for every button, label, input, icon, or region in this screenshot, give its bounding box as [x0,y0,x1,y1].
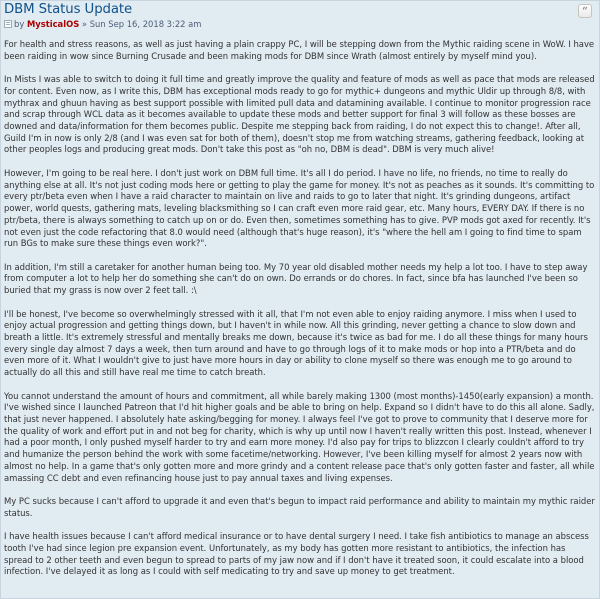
post-title[interactable]: DBM Status Update [4,2,133,17]
post-icon[interactable] [4,20,12,28]
post-paragraph: However, I'm going to be real here. I don't just work on DBM full time. It's all I do period. I have no life, no friends, no time to really do anything else at all. It's not just coding mods here or getting to play the game for money. It's not as peaches as it sounds. It's committing to every ptr/beta even when I have a raid character to maintain on live and raids to go to later that night. It's grinding dungeons, artifact power, world quests, gathering mats, leveling blacksmithing so I can craft even more raid gear, etc. Many hours, EVERY DAY. If there is no ptr/beta, there is always something to catch up on or do. Even then, sometimes something has to give. PVP mods got axed for recently. It's not even just the code refactoring that 8.0 would need (although that's huge reason), it's "where the hell am I going to find time to spam run BGs to make sure these things even work?". [4,167,595,249]
post-paragraph: In Mists I was able to switch to doing it full time and greatly improve the quality and feature of mods as well as pace that mods are released for content. Even now, as I write this, DBM has exceptional mods ready to go for mythic+ dungeons and mythic Uldir up through 8/8, with mythrax and ghuun having as best support possible with limited pull data and datamining available. I continue to monitor progression race and scrap through WCL data as it becomes available to update these mods and better support for final 3 will follow as these bosses are downed and data/information for them becomes public. Despite me stepping back from raiding, I do not expect this to change!. After all, Guild I'm in now is only 2/8 (and I was even sat for both of them), doesn't stop me from watching streams, gathering feedback, looking at other peoples logs and producing great mods. Don't take this post as "oh no, DBM is dead". DBM is very much alive! [4,74,595,155]
post-paragraph: In addition, I'm still a caretaker for another human being too. My 70 year old disabled mother needs my help a lot too. I have to step away from computer a lot to help her do something she can't do on own. Do errands or do chores. In fact, since bfa has launched I've been so buried that my grass is now over 2 feet tall. :\ [4,261,588,296]
meta-separator: » [79,19,90,29]
meta-prefix: by [14,19,27,29]
post-content [4,39,595,590]
quote-button[interactable] [578,4,592,18]
post-paragraph: I'll be honest, I've become so overwhelmingly stressed with it all, that I'm not even able to enjoy raiding anymore. I miss when I used to enjoy actual progression and getting things down, but I haven't in while now. All this grinding, never getting a chance to slow down and breath a little. It's extremely stressful and mentally breaks me down, because it's twice as bad for me. I do all these things for many hours every single day almost 7 days a week, then turn around and have to go through logs of it to make mods or hop into a PTR/beta and do even more of it. What I wouldn't give to just have more hours in day or ability to clone myself so there was enough me to go around to actually do all this and still have real me time to catch breath. [4,308,588,378]
post-date: Sun Sep 16, 2018 3:22 am [89,19,202,29]
post-meta [4,19,201,29]
post-paragraph: You cannot understand the amount of hours and commitment, all while barely making 1300 (most months)-1450(early expansion) a month. I've wished since I launched Patreon that I'd hit higher goals and be able to bring on help. Expand so I didn't have to do this all alone. Sadly, that just never happened. I absolutely hate asking/begging for money. I always feel I've got to prove to community that I deserve more for the quality of work and effort put in and not beg for charity, which is why up until now I haven't really written this post. Instead, whenever I had a poor month, I only pushed myself harder to try and earn more money. I'd also pay for trips to blizzcon I clearly couldn't afford to try and humanize the person behind the work with some facetime/networking. However, I've been killing myself for almost 2 years now with almost no help. In a game that's only gotten more and more grindy and a content release pace that's only gotten faster and faster, all while amassing CC debt and even refinancing house just to pay annual taxes and living expenses. [4,390,595,483]
post-paragraph: For health and stress reasons, as well as just having a plain crappy PC, I will be stepping down from the Mythic raiding scene in WoW. I have been raiding in wow since Burning Crusade and been making mods for DBM since Wrath (almost entirely by myself mind you). [4,39,595,61]
author-link[interactable]: MysticalOS [26,19,80,29]
post-paragraph: I have health issues because I can't afford medical insurance or to have dental surgery I need. I take fish antibiotics to manage an abscess tooth I've had since legion pre expansion event. Unfortunately, as my body has gotten more resistant to antibiotics, the infection has spread to 2 other teeth and even begun to spread to parts of my jaw now and if I don't have it treated soon, it could escalate into a blood infection. I've delayed it as long as I could with self medicating to try and save up money to get treatment. [4,531,589,577]
quote-icon: “ [582,6,588,17]
post-paragraph: My PC sucks because I can't afford to upgrade it and even that's begun to impact raid performance and ability to maintain my mythic raider status. [4,496,595,518]
